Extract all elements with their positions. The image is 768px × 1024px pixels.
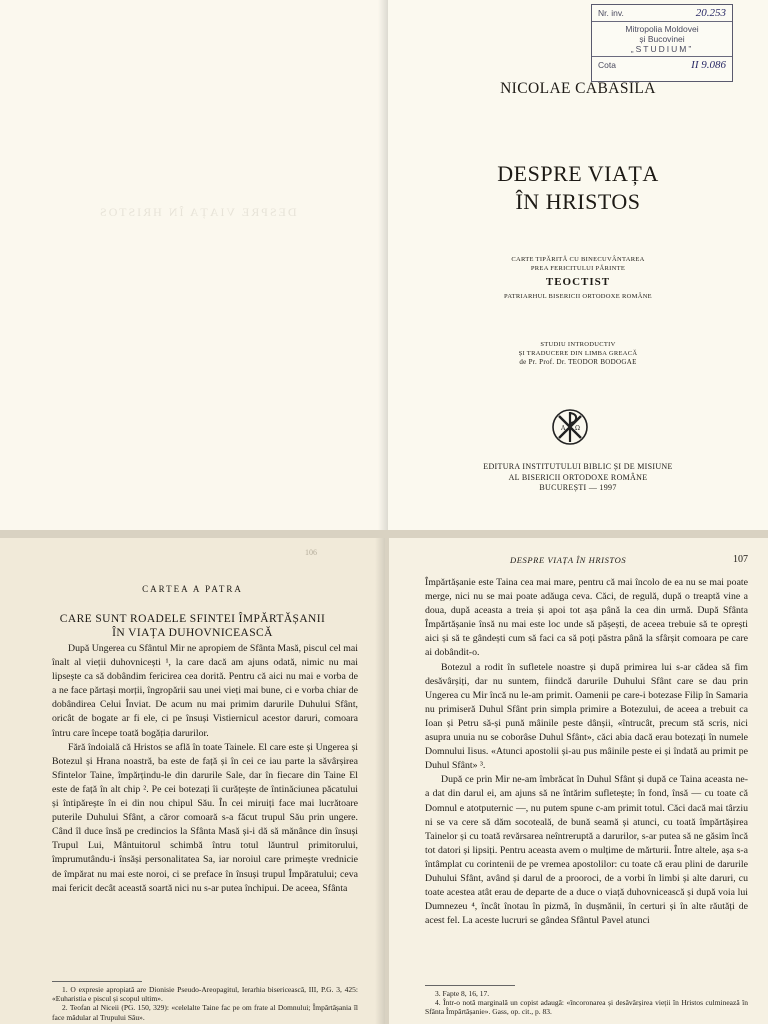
- book-title-line2: ÎN HRISTOS: [515, 189, 641, 214]
- paragraph: Botezul a rodit în sufletele noastre și după primirea lui s-ar cădea să fim desăvârșiți, dar nu suntem, fiindcă darurile Duhului Sfânt care se dau prin Ungerea cu Mir încă nu le-am primit. Oamenii pe care-i botezase Filip în Samaria nu primiseră Duhul Sfânt prin simpla primire a Botezului, de aceea a trebuit ca Ioan și Petru să-și pună mâinile peste dânșii, «întrucât, precum stă scris, nici asupra unuia nu se coborâse Duhul Sfânt», căci abia dacă erau botezați în numele Domnului Iisus. «Atunci apostolii și-au pus mâinile peste ei și îndată au primit pe Duhul Sfânt» ³.: [425, 661, 748, 772]
- footnote: 2. Teofan al Niceii (PG. 150, 329): «celelalte Taine fac pe om frate al Domnului; Împărtășania îl face mădular al Trupului Său».: [52, 1003, 358, 1022]
- gutter-shadow: [375, 538, 385, 1024]
- stamp-institution-line1: Mitropolia Moldovei: [625, 24, 699, 34]
- right-body-text: [425, 576, 748, 928]
- publisher-line3: BUCUREȘTI — 1997: [539, 483, 617, 492]
- chapter-opening-page: [0, 538, 385, 1024]
- left-body-text: [52, 642, 358, 896]
- paragraph: După ce prin Mir ne-am îmbrăcat în Duhul Sfânt și după ce Taina aceasta ne-a dat din darul ei, am ajuns să ne întărim sufletește; în fond, însă — cu toate că Domnul e atotputernic —, nu putem spune c-am primit totul. Căci dacă mai târziu ni se va cere să dăm socoteală, de bună seamă și atunci, cu toată împărtășirea Tainelor și cu toată revărsarea neîntreruptă a darurilor, s-ar putea să ne găsim încă tot datori și lipsiți. Pentru aceasta avem o mulțime de mărturii. Între altele, așa s-a întâmplat cu corintenii de pe vremea apostolilor: cu toate că erau plini de darurile Duhului Sfânt, având și darul de a prooroci, de a vorbi în limbi și alte daruri, cu toate acestea atât erau de departe de a duce o viață duhovnicească și după voia lui Dumnezeu ⁴, încât înotau în pizmă, în dușmănii, în certuri și în alte răutăți de acest fel. La aceste lucruri se gândea Sfântul Pavel atunci: [425, 774, 748, 927]
- chapter-title-line2: ÎN VIAȚA DUHOVNICEASCĂ: [112, 627, 273, 639]
- chapter-label: CARTEA A PATRA: [142, 584, 243, 594]
- patriarch-title: PATRIARHUL BISERICII ORTODOXE ROMÂNE: [504, 293, 652, 300]
- stamp-institution-line2: și Bucovinei: [639, 34, 685, 44]
- footnote: 1. O expresie apropiată are Dionisie Pseudo-Areopagitul, Ierarhia bisericească, III, P.G. 3, 425: «Euharistia e piscul și scopul ultim».: [52, 985, 358, 1004]
- patriarch-name: TEOCTIST: [545, 276, 611, 288]
- title-page: [388, 0, 768, 530]
- blank-verso-page: [0, 0, 388, 530]
- footnote-rule: [52, 981, 142, 982]
- paragraph: După Ungerea cu Sfântul Mir ne apropiem de Sfânta Masă, piscul cel mai înalt al vieții duhovnicești ¹, la care dacă am ajuns odată, nimic nu mai lipsește ca să dobândim fericirea cea dorită. Pentru că aici nu mai e vorba de a ne face părtași morții, îngropării sau unei vieți mai bune, ci e vorba chiar de dobândirea Celui Înviat. De acum nu mai primim darurile Duhului Sfânt, oricât de bogate ar fi ele, ci pe însuși Vistiernicul acestor daruri, comoara întru care începe toată bogăția darurilor.: [52, 643, 358, 739]
- stamp-institution-line3: „STUDIUM”: [630, 44, 694, 54]
- publisher-line1: EDITURA INSTITUTULUI BIBLIC ȘI DE MISIUNE: [483, 462, 673, 471]
- blessing-line1: CARTE TIPĂRITĂ CU BINECUVÂNTAREA: [511, 256, 645, 263]
- bleed-page-number: 106: [305, 548, 317, 557]
- stamp-nr-label: Nr. inv.: [598, 8, 624, 18]
- bleed-through-text: DESPRE VIAȚA ÎN HRISTOS: [98, 205, 297, 219]
- intro-credits: [388, 340, 768, 367]
- publisher-chi-rho-icon: [551, 408, 589, 446]
- book-title-line1: DESPRE VIAȚA: [497, 161, 659, 186]
- stamp-cota-value: II 9.086: [691, 59, 726, 71]
- blessing-line2: PREA FERICITULUI PĂRINTE: [530, 265, 626, 272]
- paragraph: Împărtășanie este Taina cea mai mare, pentru că mai încolo de ea nu se mai poate merge, nici nu se mai poate adăuga ceva. Căci, de regulă, după o treaptă vine a doua, după aceasta a treia și apoi tot așa până la cea din urmă. După Sfânta Împărtășanie însă nu mai este loc unde să pășești, de aceea trebuie să te oprești aici și să te gândești cum să faci ca să poți păstra până la sfârșit comoara pe care ai dobândit-o.: [425, 577, 748, 659]
- svg-text:A: A: [561, 425, 566, 432]
- running-head: DESPRE VIAȚA ÎN HRISTOS: [510, 555, 627, 565]
- chapter-title: [0, 612, 385, 640]
- book-title: [388, 160, 768, 216]
- footnote: 3. Fapte 8, 16, 17.: [435, 989, 490, 998]
- author-name: NICOLAE CABASILA: [500, 80, 656, 97]
- stamp-nr-value: 20.253: [695, 7, 726, 19]
- page-number: 107: [733, 554, 748, 565]
- blessing-text: [388, 255, 768, 273]
- footnote: 4. Într-o notă marginală un copist adaugă: «încoronarea și desăvârșirea vieții în Hristos culminează în Sfânta Împărtășanie». Gass, op. cit., p. 83.: [425, 998, 748, 1017]
- stamp-cota-label: Cota: [598, 60, 616, 70]
- text-page: [389, 538, 768, 1024]
- publisher-line2: AL BISERICII ORTODOXE ROMÂNE: [508, 472, 648, 482]
- footnote-rule: [425, 985, 515, 986]
- right-footnotes: [425, 989, 748, 1017]
- intro-line1: STUDIU INTRODUCTIV: [540, 341, 616, 348]
- intro-line3: de Pr. Prof. Dr. TEODOR BODOGAE: [519, 358, 637, 366]
- publisher-info: [388, 462, 768, 494]
- library-stamp: [591, 4, 733, 82]
- paragraph: Fără îndoială că Hristos se află în toate Tainele. El care este și Ungerea și Botezul și Hrana noastră, ba este de față și în cei ce iau parte la săvârșirea Sfintelor Taine, împărțindu-le din darurile Sale, dar în fiecare din Taine El este de față în alt chip ². Pe cei botezați îi curățește de întinăciunea păcatului și întipărește în ei din nou chipul Său. În cei miruiți face mai lucrătoare puterile Duhului Sfânt, a căror comoară s-a făcut trupul Său prin ungere. Când îl duce însă pe credincios la Sfânta Masă și-i dă să mănânce din însuși Trupul Lui, Mântuitorul schimbă întru totul lăuntrul primitorului, împrumutându-i însăși personalitatea Sa, iar noroiul care primește vrednicie de împărat nu mai este noroi, ci se preface în însuși trupul Împăratului; ceva mai fericit decât această soartă nici nu s-ar putea închipui. De aceea, Sfânta: [52, 741, 358, 894]
- svg-text:Ω: Ω: [575, 425, 580, 432]
- gutter-shadow: [378, 0, 388, 530]
- intro-line2: ȘI TRADUCERE DIN LIMBA GREACĂ: [518, 350, 638, 357]
- left-footnotes: [52, 985, 358, 1022]
- chapter-title-line1: CARE SUNT ROADELE SFINTEI ÎMPĂRTĂȘANII: [59, 613, 326, 625]
